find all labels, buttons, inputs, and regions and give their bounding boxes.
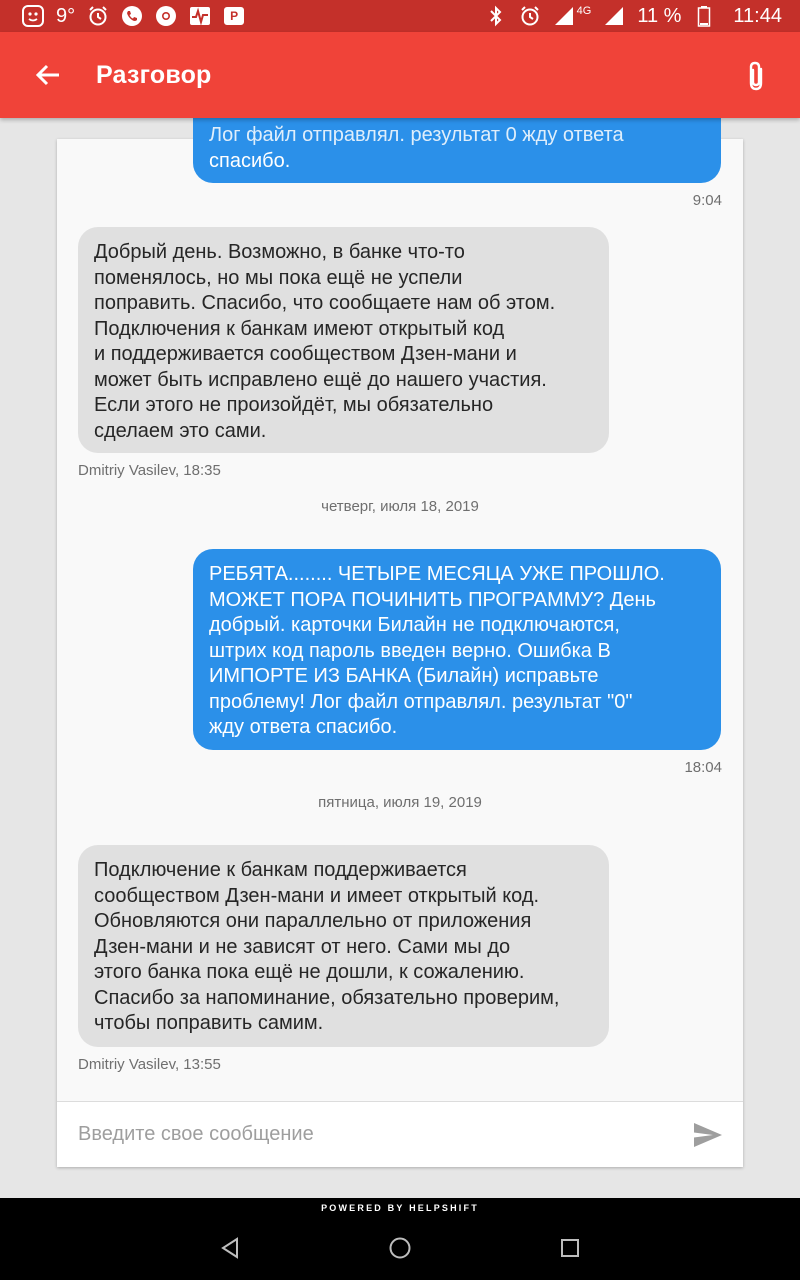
message-line: Если этого не произойдёт, мы обязательно: [94, 394, 494, 416]
message-line: жду ответа спасибо.: [209, 716, 398, 738]
message-time: 9:04: [692, 192, 722, 209]
send-button[interactable]: [673, 1102, 743, 1168]
nav-back-button[interactable]: [210, 1232, 250, 1264]
message-line: ИМПОРТЕ ИЗ БАНКА (Билайн) исправьте: [209, 665, 599, 687]
message-line: Лог файл отправлял. результат 0 жду ответа: [209, 124, 624, 146]
message-line: РЕБЯТА........ ЧЕТЫРЕ МЕСЯЦА УЖЕ ПРОШЛО.: [209, 563, 665, 585]
message-author-time: Dmitriy Vasilev, 13:55: [78, 1056, 221, 1073]
message-line: поменялось, но мы пока ещё не успели: [94, 266, 463, 289]
message-author-time: Dmitriy Vasilev, 18:35: [78, 462, 221, 479]
conversation-card: [57, 124, 743, 1167]
date-separator: пятница, июля 19, 2019: [318, 794, 482, 811]
activity-icon: [189, 5, 211, 27]
message-line: сделаем это сами.: [94, 419, 267, 442]
battery-percent: 11 %: [637, 4, 682, 27]
powered-by: POWERED BY HELPSHIFT: [321, 1203, 479, 1213]
message-bubble-outgoing: [193, 549, 721, 750]
face-icon: [22, 5, 44, 27]
message-line: добрый. карточки Билайн не подключаются,: [209, 614, 620, 636]
nav-back-icon: [220, 1237, 240, 1259]
attach-button[interactable]: [736, 56, 776, 96]
nav-recents-icon: [560, 1238, 580, 1258]
nav-home-button[interactable]: [380, 1232, 420, 1264]
message-time: 18:04: [684, 759, 722, 776]
nav-home-icon: [388, 1236, 412, 1260]
back-button[interactable]: [0, 32, 96, 118]
bluetooth-icon: [485, 5, 507, 27]
message-line: штрих код пароль введен верно. Ошибка В: [209, 639, 611, 662]
status-left: [22, 5, 245, 28]
message-line: чтобы поправить самим.: [94, 1012, 324, 1034]
page-title: Разговор: [96, 60, 212, 89]
nav-recents-button[interactable]: [550, 1232, 590, 1264]
battery-icon: [693, 5, 715, 27]
message-line: Добрый день. Возможно, в банке что-то: [94, 241, 465, 263]
message-line: Спасибо за напоминание, обязательно проверим,: [94, 986, 560, 1009]
alarm-icon: [87, 5, 109, 27]
app-bar: [0, 32, 800, 118]
message-bubble-incoming: [78, 227, 609, 453]
phone-icon: [121, 5, 143, 27]
date-separator: четверг, июля 18, 2019: [321, 498, 479, 515]
message-input[interactable]: [57, 1102, 673, 1167]
status-bar: [0, 0, 800, 32]
clock: 11:44: [733, 4, 782, 27]
message-line: и поддерживается сообществом Дзен-мани и: [94, 343, 517, 365]
paperclip-icon: [746, 60, 766, 92]
message-line: Подключение к банкам поддерживается: [94, 859, 467, 881]
temperature: 9°: [56, 4, 76, 27]
system-nav-bar: [0, 1198, 800, 1280]
signal-icon: [603, 5, 625, 27]
message-bubble-outgoing: [193, 117, 721, 183]
message-line: проблему! Лог файл отправлял. результат "0": [209, 690, 633, 713]
message-line: сообществом Дзен-мани и имеет открытый код.: [94, 884, 540, 907]
network-type: 4G: [576, 5, 592, 17]
parking-icon: P: [223, 5, 245, 27]
message-line: Обновляются они параллельно от приложения: [94, 910, 532, 932]
message-line: Подключения к банкам имеют открытый код: [94, 317, 505, 340]
message-composer: [57, 1101, 743, 1167]
message-line: поправить. Спасибо, что сообщаете нам об этом.: [94, 292, 556, 314]
chrome-icon: [155, 5, 177, 27]
alarm-icon: [519, 5, 541, 27]
message-line: МОЖЕТ ПОРА ПОЧИНИТЬ ПРОГРАММУ? День: [209, 588, 656, 611]
send-icon: [693, 1122, 723, 1148]
message-line: спасибо.: [209, 149, 291, 172]
signal-icon: [553, 5, 575, 27]
message-line: может быть исправлено ещё до нашего участия.: [94, 368, 547, 391]
status-right: [485, 5, 782, 28]
message-bubble-incoming: [78, 845, 609, 1047]
message-list[interactable]: [57, 124, 743, 1101]
arrow-left-icon: [35, 62, 61, 88]
message-line: Дзен-мани и не зависят от него. Сами мы до: [94, 935, 511, 958]
message-line: этого банка пока ещё не дошли, к сожалению.: [94, 961, 525, 983]
